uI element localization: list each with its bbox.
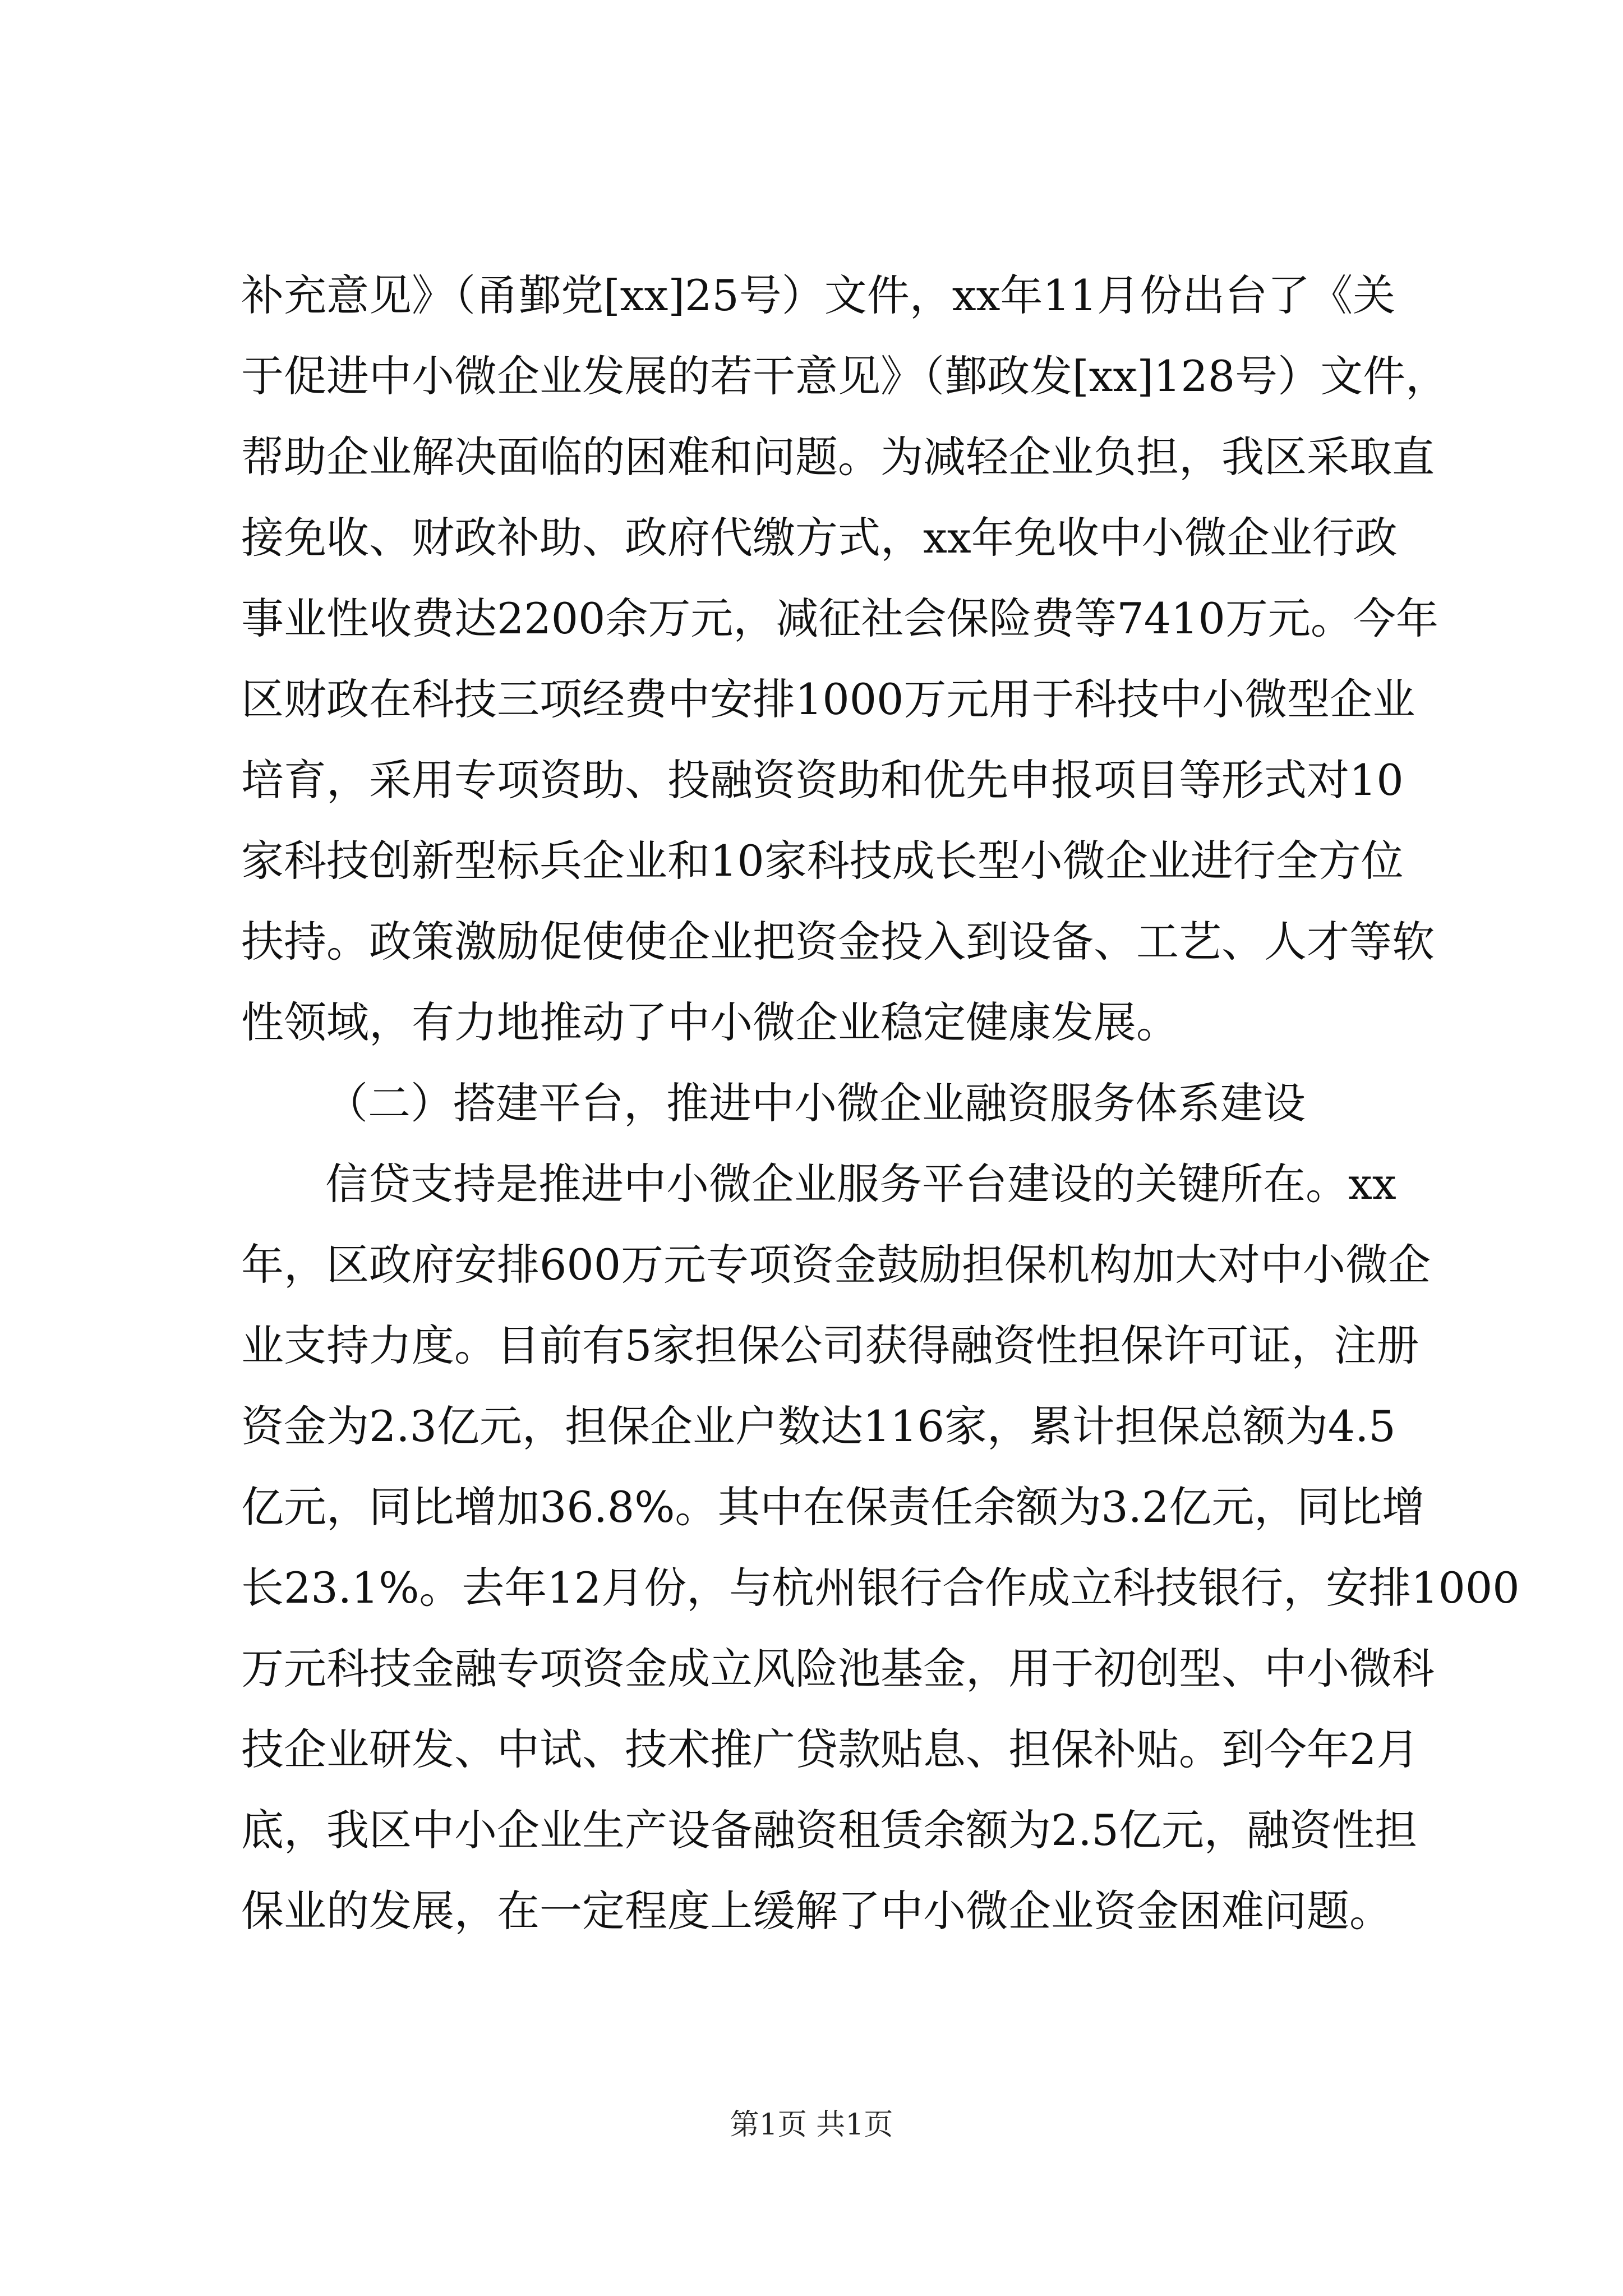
text-line: 万元科技金融专项资金成立风险池基金，用于初创型、中小微科	[241, 1644, 1435, 1694]
text-line: 家科技创新型标兵企业和10家科技成长型小微企业进行全方位	[241, 836, 1404, 886]
text-line: 年，区政府安排600万元专项资金鼓励担保机构加大对中小微企	[241, 1240, 1431, 1290]
section-heading: （二）搭建平台，推进中小微企业融资服务体系建设	[325, 1078, 1306, 1128]
text-line: 技企业研发、中试、技术推广贷款贴息、担保补贴。到今年2月	[241, 1724, 1419, 1774]
text-line: 培育，采用专项资助、投融资资助和优先申报项目等形式对10	[241, 755, 1404, 805]
text-line: 帮助企业解决面临的困难和问题。为减轻企业负担，我区采取直	[241, 432, 1435, 482]
text-line: 资金为2.3亿元，担保企业户数达116家，累计担保总额为4.5	[241, 1401, 1396, 1451]
page-footer: 第1页 共1页	[730, 2108, 893, 2142]
text-line: 事业性收费达2200余万元，减征社会保险费等7410万元。今年	[241, 593, 1438, 643]
text-line: 补充意见》（甬鄞党[xx]25号）文件，xx年11月份出台了《关	[241, 270, 1396, 320]
text-line: 亿元，同比增加36.8%。其中在保责任余额为3.2亿元，同比增	[241, 1482, 1425, 1532]
text-line: 接免收、财政补助、政府代缴方式，xx年免收中小微企业行政	[241, 513, 1398, 563]
paragraph-first-line: 信贷支持是推进中小微企业服务平台建设的关键所在。xx	[325, 1159, 1396, 1209]
text-line: 业支持力度。目前有5家担保公司获得融资性担保许可证，注册	[241, 1320, 1419, 1370]
text-line: 底，我区中小企业生产设备融资租赁余额为2.5亿元，融资性担	[241, 1805, 1417, 1855]
text-line: 于促进中小微企业发展的若干意见》（鄞政发[xx]128号）文件，	[241, 351, 1449, 401]
text-line: 保业的发展，在一定程度上缓解了中小微企业资金困难问题。	[241, 1886, 1392, 1936]
text-line: 扶持。政策激励促使使企业把资金投入到设备、工艺、人才等软	[241, 917, 1435, 967]
text-line: 区财政在科技三项经费中安排1000万元用于科技中小微型企业	[241, 674, 1415, 724]
text-line: 性领域，有力地推动了中小微企业稳定健康发展。	[241, 997, 1179, 1047]
text-line: 长23.1%。去年12月份，与杭州银行合作成立科技银行，安排1000	[241, 1563, 1520, 1613]
